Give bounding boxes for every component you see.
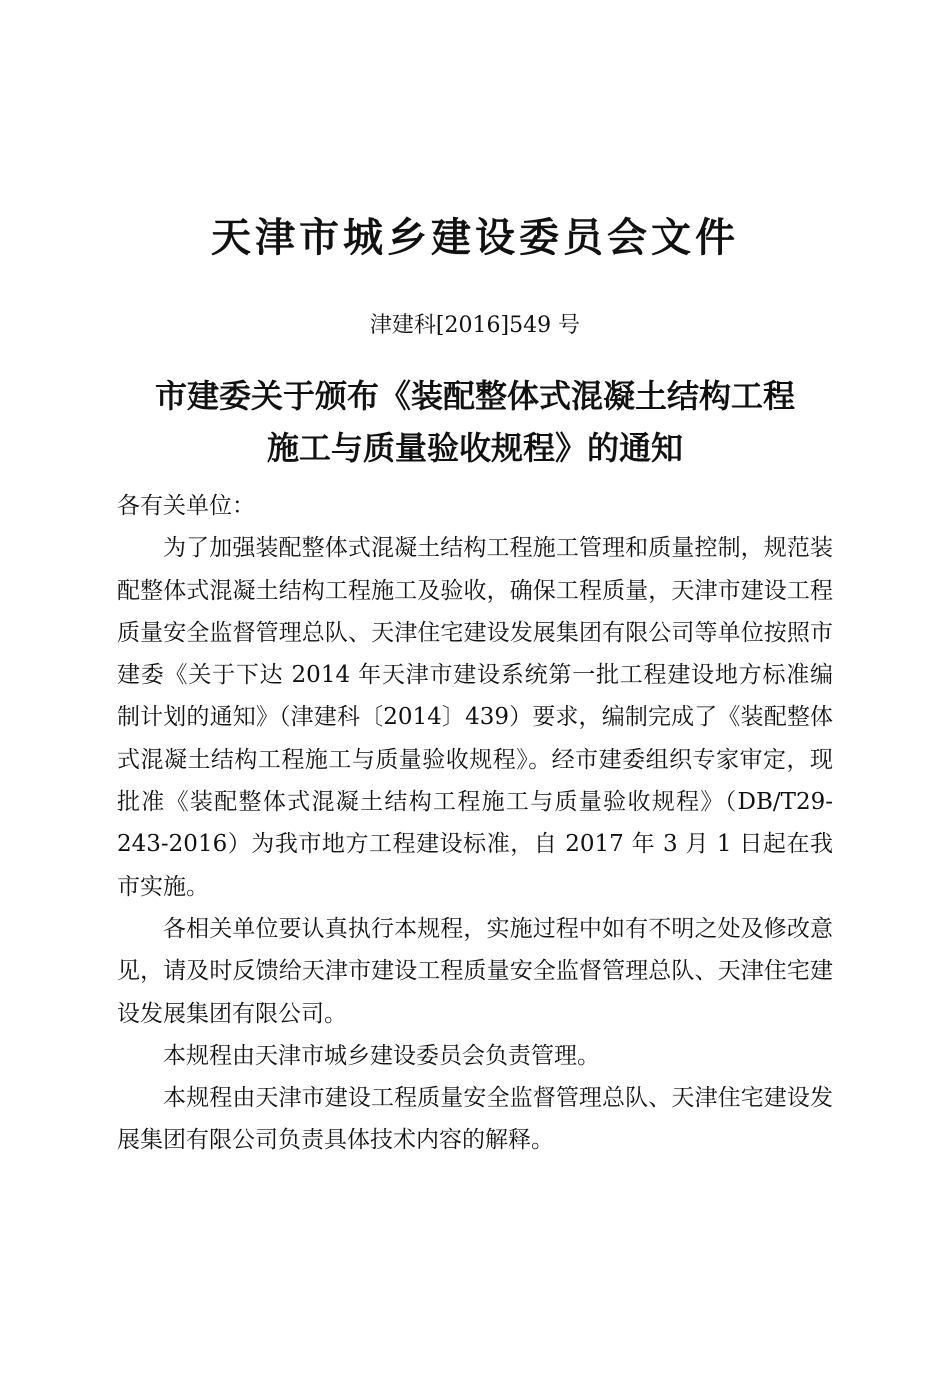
- paragraph-feedback: 各相关单位要认真执行本规程，实施过程中如有不明之处及修改意见，请及时反馈给天津市建设工程质量安全监督管理总队、天津住宅建设发展集团有限公司。: [117, 915, 833, 1027]
- paragraph-management: 本规程由天津市城乡建设委员会负责管理。: [163, 1042, 600, 1069]
- document-number: 津建科[2016]549 号: [369, 313, 581, 338]
- paragraph-main: 为了加强装配整体式混凝土结构工程施工管理和质量控制，规范装配整体式混凝土结构工程施工及验收，确保工程质量，天津市建设工程质量安全监督管理总队、天津住宅建设发展集团有限公司等单位按照市建委《关于下达 2014 年天津市建设系统第一批工程建设地方标准编制计划的通知》（津建科〔2014〕439）要求，编制完成了《装配整体式混凝土结构工程施工与质量验收规程》。经市建委组织专家审定，现批准《装配整体式混凝土结构工程施工与质量验收规程》（DB/T29-243-2016）为我市地方工程建设标准，自 2017 年 3 月 1 日起在我市实施。: [117, 535, 833, 900]
- document-body: [117, 485, 833, 1162]
- document-header: 天津市城乡建设委员会文件: [211, 214, 739, 261]
- document-title-line-1: 市建委关于颁布《装配整体式混凝土结构工程: [154, 377, 795, 415]
- salutation: 各有关单位：: [117, 493, 255, 519]
- document-title-line-2: 施工与质量验收规程》的通知: [266, 429, 683, 467]
- paragraph-interpretation: 本规程由天津市建设工程质量安全监督管理总队、天津住宅建设发展集团有限公司负责具体技术内容的解释。: [117, 1085, 833, 1154]
- document-title: [100, 370, 850, 474]
